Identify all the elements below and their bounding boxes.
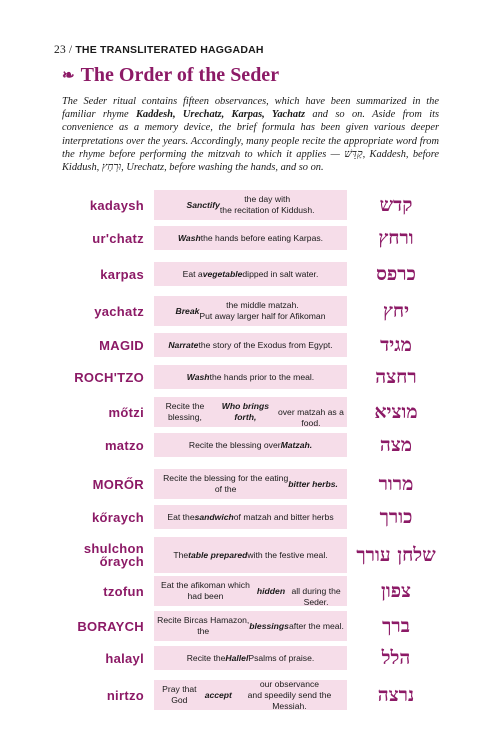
step-row — [62, 611, 440, 641]
step-transliteration: halayl — [105, 650, 144, 666]
step-row — [62, 333, 440, 357]
step-description: Eat the afikoman which had been hidden all during the Seder. — [154, 576, 347, 606]
step-description: Eat the sandwich of matzah and bitter herbs — [154, 505, 347, 529]
step-description: Narrate the story of the Exodus from Egypt. — [154, 333, 347, 357]
step-transliteration: karpas — [100, 266, 144, 282]
page-number: 23 — [54, 44, 66, 56]
intro-text-4: , Urechatz, before washing the hands, and so on. — [121, 162, 324, 174]
step-transliteration: mőtzi — [108, 404, 144, 420]
page-header — [54, 44, 264, 56]
intro-text-1: The Seder ritual contains fifteen observances, which have been summarized in the familiar rhyme — [62, 96, 439, 121]
step-hebrew: ורחץ — [378, 227, 414, 249]
step-transliteration: matzo — [104, 437, 144, 453]
step-hebrew: נרצה — [377, 684, 415, 706]
step-description: Break the middle matzah. Put away larger half for Afikoman — [154, 296, 347, 326]
step-hebrew: כורך — [379, 506, 413, 528]
step-row — [62, 469, 440, 499]
step-transliteration: yachatz — [94, 303, 144, 319]
step-hebrew: צפון — [381, 580, 411, 602]
step-hebrew: רחצה — [375, 366, 417, 388]
step-transliteration: BORAYCH — [77, 618, 144, 634]
step-transliteration: MORŐR — [92, 476, 144, 492]
step-hebrew: יחץ — [382, 300, 410, 322]
intro-text-2: and so on. Aside from its convenience as a memory device, the brief formula has been given various deeper interpretations over the years. Accordingly, many people recite the appropriate word from the rhyme before performing the mitzvah to which it applies — — [62, 109, 440, 160]
step-row — [62, 646, 440, 670]
step-row — [62, 296, 440, 326]
step-description: Recite the blessing for the eating of the bitter herbs. — [154, 469, 347, 499]
step-transliteration: tzofun — [103, 583, 144, 599]
step-description: Pray that God accept our observance and speedily send the Messiah. — [154, 680, 347, 710]
step-transliteration: kőraych — [92, 509, 144, 525]
step-description: The table prepared with the festive meal. — [154, 537, 347, 573]
step-row — [62, 433, 440, 457]
step-hebrew: כרפס — [376, 263, 416, 285]
step-transliteration: MAGID — [99, 337, 144, 353]
step-hebrew: שלחן עורך — [356, 544, 436, 566]
header-separator: / — [68, 44, 73, 56]
intro-rhyme: Kaddesh, Urechatz, Karpas, Yachatz — [136, 109, 306, 121]
step-hebrew: מרור — [378, 473, 414, 495]
step-row — [62, 397, 440, 427]
section-heading — [62, 64, 279, 87]
step-row — [62, 262, 440, 286]
step-transliteration: ur'chatz — [92, 230, 144, 246]
intro-paragraph — [62, 95, 439, 174]
step-transliteration: nirtzo — [106, 687, 144, 703]
step-row — [62, 226, 440, 250]
step-row — [62, 576, 440, 606]
step-description: Wash the hands before eating Karpas. — [154, 226, 347, 250]
step-hebrew: מוציא — [374, 401, 418, 423]
ornament-icon: ❧ — [62, 68, 75, 84]
step-description: Wash the hands prior to the meal. — [154, 365, 347, 389]
step-description: Recite Bircas Hamazon, the blessings after the meal. — [154, 611, 347, 641]
step-description: Eat a vegetable dipped in salt water. — [154, 262, 347, 286]
step-hebrew: מגיד — [380, 334, 412, 356]
intro-hebrew-kaddesh: קַדֵּשׁ — [344, 148, 363, 160]
intro-hebrew-urechatz: וּרְחַץ — [101, 162, 122, 174]
section-title: The Order of the Seder — [80, 64, 280, 86]
step-transliteration: kadaysh — [89, 197, 144, 213]
step-hebrew: קדש — [379, 194, 413, 216]
step-hebrew: ברך — [382, 615, 410, 637]
step-description: Recite the blessing, Who brings forth, over matzah as a food. — [154, 397, 347, 427]
step-description: Sanctify the day with the recitation of Kiddush. — [154, 190, 347, 220]
step-row — [62, 505, 440, 529]
book-title: THE TRANSLITERATED HAGGADAH — [75, 44, 264, 56]
step-row — [62, 680, 440, 710]
step-row — [62, 537, 440, 573]
step-row — [62, 365, 440, 389]
step-transliteration: ROCH'TZO — [74, 369, 144, 385]
step-transliteration: shulchon őraych — [83, 541, 144, 569]
intro-text-3: , Kaddesh, before Kiddush, — [62, 148, 439, 174]
step-description: Recite the blessing over Matzah. — [154, 433, 347, 457]
step-row — [62, 190, 440, 220]
step-hebrew: הלל — [381, 647, 411, 669]
step-description: Recite the Hallel Psalms of praise. — [154, 646, 347, 670]
step-hebrew: מצה — [379, 434, 413, 456]
